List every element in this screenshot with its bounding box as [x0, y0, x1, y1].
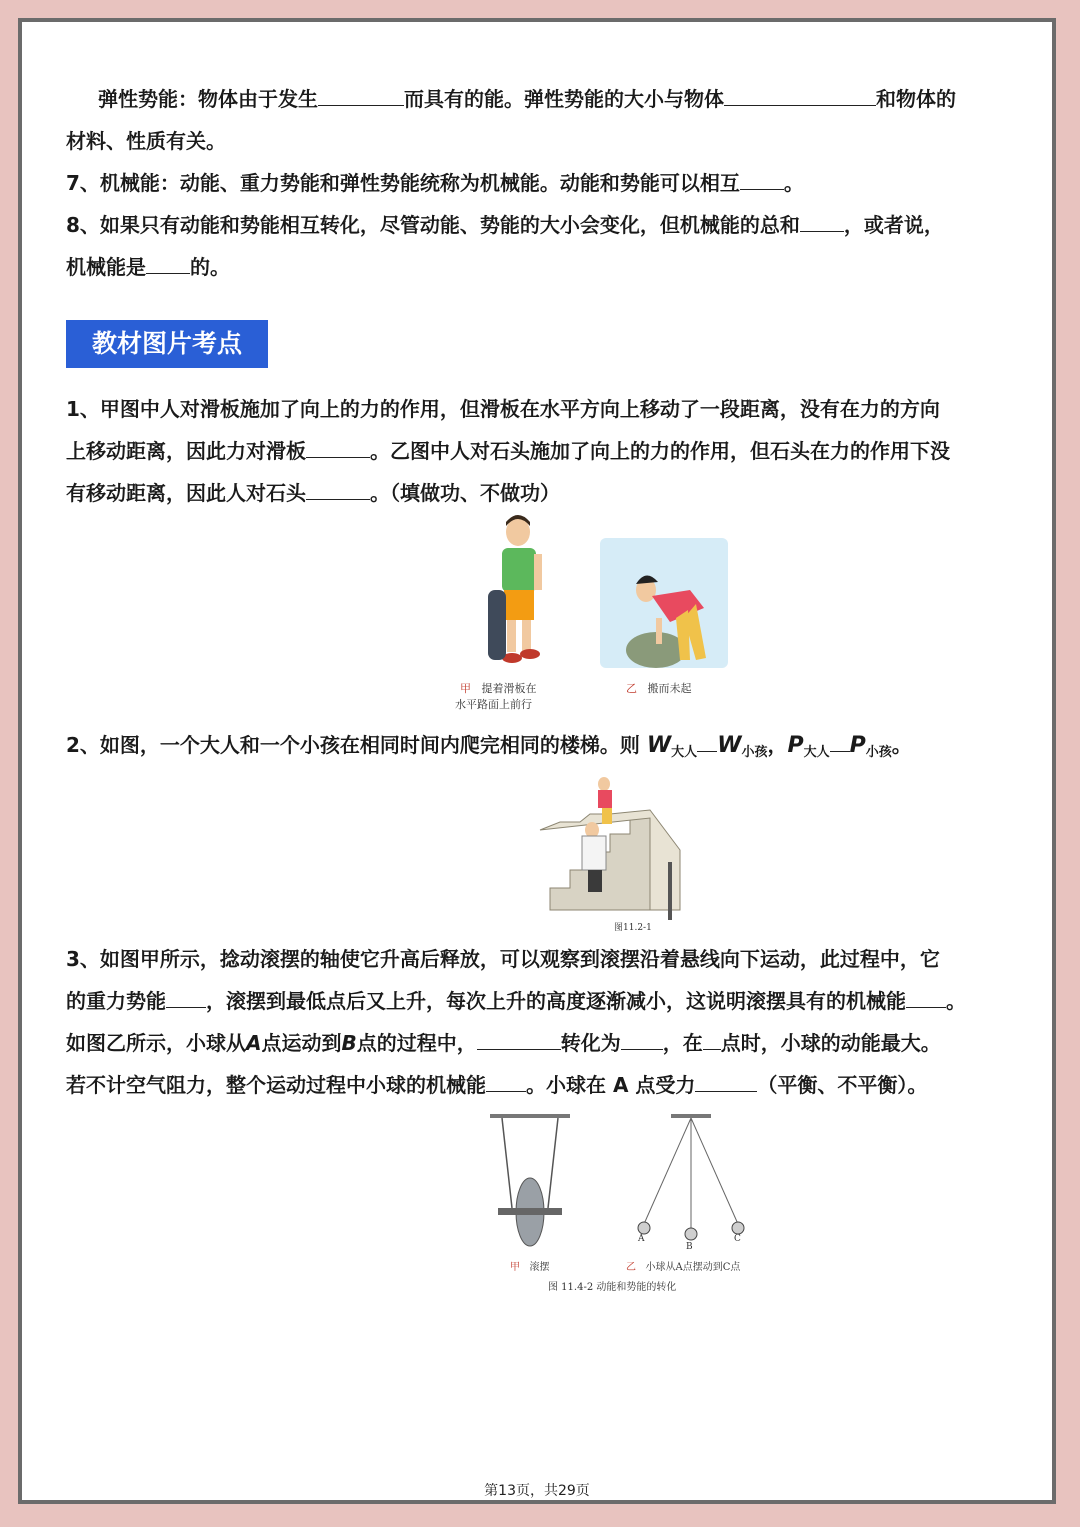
q3-fig-caption: 图 11.4-2 动能和势能的转化	[548, 1282, 677, 1293]
q2-fig-caption: 图11.2-1	[614, 923, 652, 933]
q3-text-l: （平衡、不平衡）。	[757, 1073, 928, 1097]
fig-b-caption-text: 搬而未起	[647, 682, 692, 695]
figure-woman-rock	[600, 538, 728, 668]
section-heading: 教材图片考点	[66, 320, 268, 368]
answer-blank[interactable]	[703, 1027, 721, 1050]
sub-adult: 大人	[671, 745, 698, 760]
answer-blank[interactable]	[166, 985, 206, 1008]
fig-a-caption1	[460, 680, 537, 696]
q1-line1: 1、甲图中人对滑板施加了向上的力的作用，但滑板在水平方向上移动了一段距离，没有在力的方向	[66, 397, 940, 421]
q3-text-b: ，滚摆到最低点后又上升，每次上升的高度逐渐减小，这说明滚摆具有的机械能	[206, 989, 906, 1013]
q3-text-f: 点的过程中，	[356, 1031, 477, 1055]
page	[30, 30, 1044, 1499]
intro-text-a: 弹性势能：物体由于发生	[98, 87, 318, 111]
fig-a-caption-text: 提着滑板在	[481, 682, 537, 695]
var-a: A	[246, 1031, 262, 1055]
sub-adult: 大人	[803, 745, 830, 760]
item8-text-c: 机械能是	[66, 255, 146, 279]
q3-text-i: 点时，小球的动能最大。	[720, 1031, 941, 1055]
intro-text-b: 而具有的能。弹性势能的大小与物体	[404, 87, 724, 111]
q2-text: 2、如图，一个大人和一个小孩在相同时间内爬完相同的楼梯。则	[66, 733, 640, 757]
q3-fig-a-label: 甲	[510, 1262, 520, 1273]
q3-line4	[66, 1064, 1026, 1106]
intro-text-c: 和物体的	[876, 87, 956, 111]
answer-blank[interactable]	[306, 477, 370, 500]
q3-text-j: 若不计空气阻力，整个运动过程中小球的机械能	[66, 1073, 486, 1097]
item8-text-d: 的。	[190, 255, 230, 279]
var-p: P	[787, 733, 804, 758]
sub-child: 小孩	[865, 745, 892, 760]
item7-text-b: 。	[783, 171, 804, 195]
fig-a-label: 甲	[460, 682, 471, 695]
figure-pendulum	[626, 1112, 756, 1244]
item7-text-a: 7、机械能：动能、重力势能和弹性势能统称为机械能。动能和势能可以相互	[66, 171, 740, 195]
q3-line3	[66, 1022, 1026, 1064]
intro-line1	[66, 78, 1026, 120]
point-c-label: C	[734, 1234, 741, 1244]
q3-text-d: 如图乙所示，小球从	[66, 1031, 246, 1055]
q3-text-h: ，在	[662, 1031, 703, 1055]
q2-end: 。	[891, 733, 912, 757]
answer-blank[interactable]	[724, 83, 876, 106]
q1-line2	[66, 430, 1026, 472]
fig-b-label: 乙	[626, 682, 637, 695]
answer-blank[interactable]	[621, 1027, 663, 1050]
page-number: 第13页，共29页	[484, 1483, 590, 1499]
item-8-line1	[66, 204, 1026, 246]
answer-blank[interactable]	[486, 1069, 526, 1092]
q3-fig-b-caption	[626, 1258, 740, 1273]
answer-blank[interactable]	[695, 1069, 757, 1092]
q3-text-e: 点运动到	[261, 1031, 342, 1055]
item-7	[66, 162, 1026, 204]
q1-text-b: 。乙图中人对石头施加了向上的力的作用，但石头在力的作用下没	[370, 439, 950, 463]
q3-fig-a-caption	[510, 1258, 550, 1273]
item8-text-b: ，或者说，	[843, 213, 944, 237]
answer-blank[interactable]	[306, 435, 370, 458]
point-a-label: A	[638, 1234, 645, 1244]
var-w: W	[646, 733, 672, 758]
figure-maxwell-wheel	[488, 1112, 572, 1252]
answer-blank[interactable]	[906, 985, 946, 1008]
q1-text-a: 上移动距离，因此力对滑板	[66, 439, 306, 463]
answer-blank[interactable]	[830, 729, 850, 752]
figure-stairs	[530, 770, 690, 920]
point-b-label: B	[686, 1242, 693, 1252]
q3-text-g: 转化为	[560, 1031, 621, 1055]
var-b: B	[341, 1031, 357, 1055]
answer-blank[interactable]	[477, 1027, 561, 1050]
q3-text-k: 。小球在 A 点受力	[526, 1073, 696, 1097]
intro-line2: 材料、性质有关。	[66, 129, 226, 153]
sub-child: 小孩	[741, 745, 768, 760]
answer-blank[interactable]	[146, 251, 190, 274]
q3-line2	[66, 980, 1026, 1022]
answer-blank[interactable]	[800, 209, 844, 232]
q3-text-a: 的重力势能	[66, 989, 166, 1013]
q2-line	[66, 724, 1026, 774]
answer-blank[interactable]	[697, 729, 717, 752]
var-p: P	[849, 733, 866, 758]
q3-fig-b-label: 乙	[626, 1262, 636, 1273]
q3-fig-a-caption-text: 滚摆	[529, 1262, 550, 1273]
answer-blank[interactable]	[740, 167, 784, 190]
q3-text-c: 。	[946, 989, 966, 1013]
figure-boy-skateboard	[470, 508, 560, 678]
item8-text-a: 8、如果只有动能和势能相互转化，尽管动能、势能的大小会变化，但机械能的总和	[66, 213, 800, 237]
q3-fig-b-caption-text: 小球从A点摆动到C点	[645, 1262, 741, 1273]
var-w: W	[717, 733, 742, 758]
fig-a-caption2: 水平路面上前行	[455, 698, 532, 711]
page-frame	[18, 18, 1056, 1504]
q1-text-d: 。（填做功、不做功）	[370, 481, 560, 505]
fig-b-caption	[626, 680, 692, 696]
q1-text-c: 有移动距离，因此人对石头	[66, 481, 306, 505]
answer-blank[interactable]	[318, 83, 404, 106]
q3-line1: 3、如图甲所示，捻动滚摆的轴使它升高后释放，可以观察到滚摆沿着悬线向下运动，此过程中，它	[66, 947, 940, 971]
q2-sep: ，	[767, 733, 788, 757]
item-8-line2	[66, 246, 1026, 288]
